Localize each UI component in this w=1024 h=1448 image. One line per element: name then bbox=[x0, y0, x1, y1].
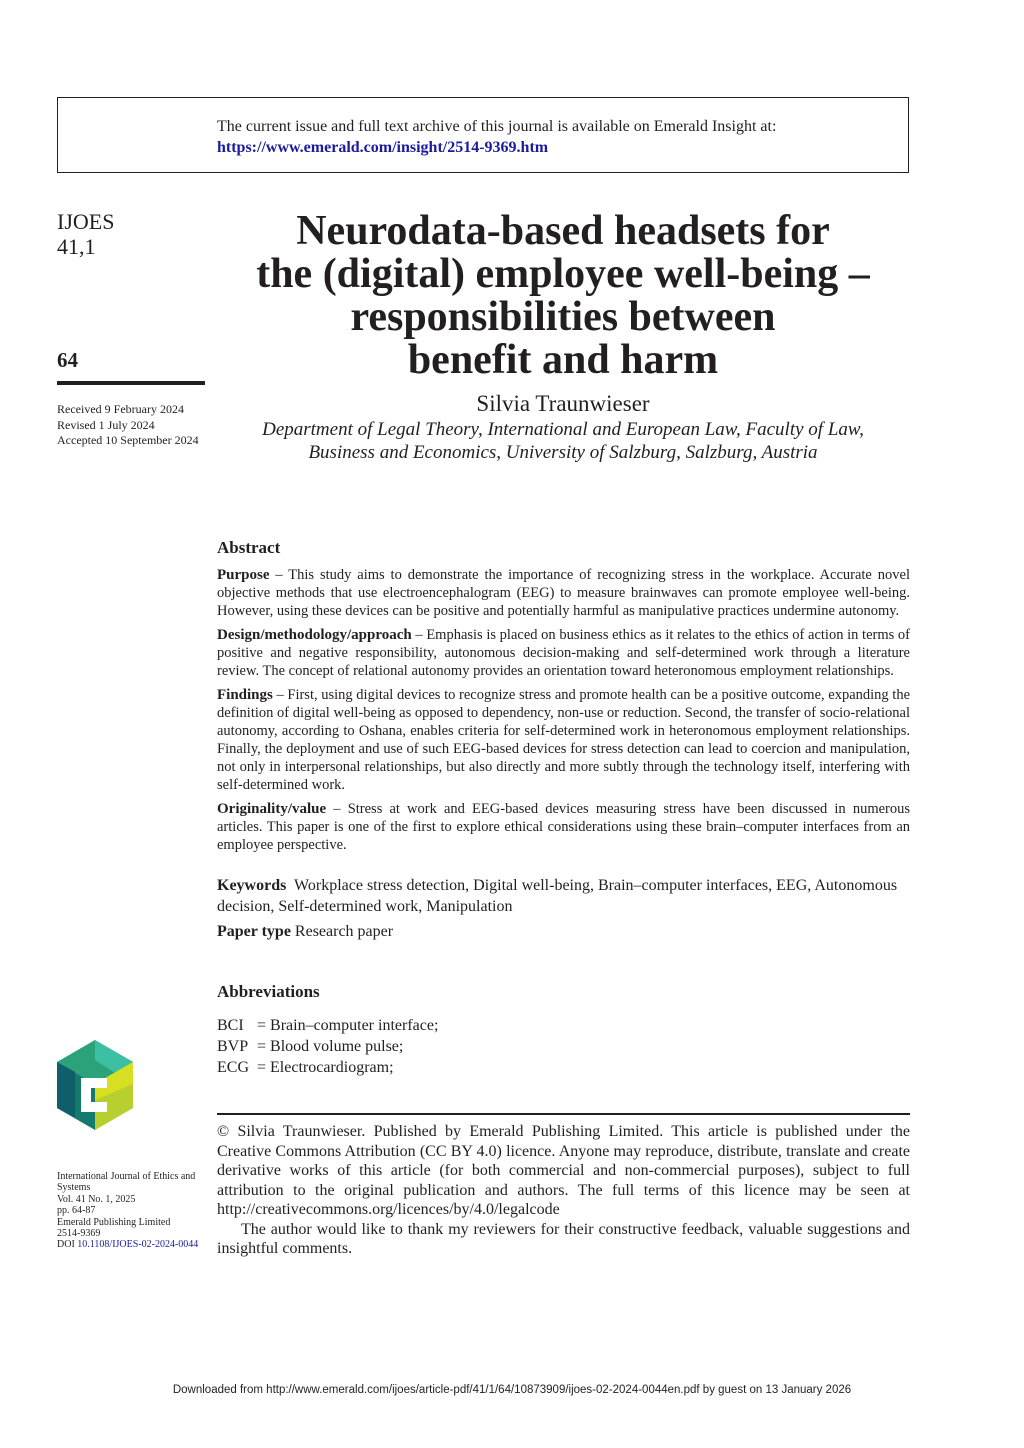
accepted-date: Accepted 10 September 2024 bbox=[57, 433, 199, 447]
title-line: responsibilities between bbox=[350, 294, 776, 340]
journal-notice-box bbox=[57, 97, 909, 173]
abbreviation-item bbox=[217, 1036, 438, 1057]
abstract-originality bbox=[217, 800, 910, 854]
paper-type bbox=[217, 923, 393, 941]
abbreviation-item bbox=[217, 1057, 438, 1078]
issn: 2514-9369 bbox=[57, 1228, 101, 1240]
abbreviation-key: BVP bbox=[217, 1038, 249, 1055]
article-title bbox=[217, 210, 909, 382]
abstract-purpose bbox=[217, 566, 910, 620]
section-text: First, using digital devices to recognize stress and promote health can be a positive outcome, expanding the definition of digital well-being as opposed to dependency, non-use or reduction. Second, the transfer of socio-relational autonomy, according to Oshana, enables criteria for self-determined work in heteronomous employment relationships. Finally, the deployment and use of such EEG-based devices for stress detection can lead to coercion and manipulation, not only in interpersonal relationships, but also directly and more subtly through the technology itself, interfering with self-determined work. bbox=[217, 687, 911, 793]
revised-date: Revised 1 July 2024 bbox=[57, 417, 155, 432]
journal-name: International Journal of Ethics and Systems bbox=[57, 1171, 196, 1194]
abbreviation-def: = Brain–computer interface; bbox=[257, 1017, 439, 1034]
section-text: Stress at work and EEG-based devices measuring stress have been discussed in numerous articles. This paper is one of the first to explore ethical considerations using these brain–computer interfaces from an employee perspective. bbox=[217, 801, 910, 853]
title-line: benefit and harm bbox=[407, 337, 719, 383]
abstract-design bbox=[217, 626, 910, 680]
abbreviation-def: = Blood volume pulse; bbox=[257, 1038, 404, 1055]
licence-block bbox=[217, 1122, 910, 1259]
section-label: Findings bbox=[217, 687, 273, 703]
abstract bbox=[217, 538, 910, 860]
author-affiliation bbox=[217, 418, 909, 464]
section-label: Design/methodology/approach bbox=[217, 627, 412, 643]
publication-info bbox=[57, 1171, 217, 1251]
volume-info: Vol. 41 No. 1, 2025 bbox=[57, 1193, 136, 1205]
affiliation-line: Business and Economics, University of Salzburg, Salzburg, Austria bbox=[308, 442, 818, 463]
page-number: 64 bbox=[57, 348, 78, 372]
section-separator: – bbox=[411, 627, 427, 643]
notice-text: The current issue and full text archive of this journal is available on Emerald Insight at: bbox=[217, 118, 777, 135]
doi-link[interactable]: 10.1108/IJOES-02-2024-0044 bbox=[77, 1239, 199, 1251]
paper-type-value: Research paper bbox=[294, 923, 394, 940]
section-text: This study aims to demonstrate the importance of recognizing stress in the workplace. Accurate novel objective methods that use electroencephalogram (EEG) to measure brainwaves can promote employee well-being. However, using these devices can be positive and potentially harmful as manipulative practices undermine autonomy. bbox=[217, 567, 910, 619]
section-label: Originality/value bbox=[217, 801, 327, 817]
doi-label: DOI bbox=[57, 1239, 75, 1251]
licence-divider bbox=[217, 1113, 910, 1115]
pages-info: pp. 64-87 bbox=[57, 1205, 96, 1217]
publisher-name: Emerald Publishing Limited bbox=[57, 1216, 171, 1228]
abbreviation-def: = Electrocardiogram; bbox=[257, 1059, 394, 1076]
received-date: Received 9 February 2024 bbox=[57, 402, 184, 416]
title-line: the (digital) employee well-being – bbox=[256, 251, 870, 297]
section-text: Emphasis is placed on business ethics as it relates to the ethics of action in terms of positive and negative responsibility, autonomous decision-making and self-determined work through a literature review. The concept of relational autonomy provides an orientation toward heteronomous employment relationships. bbox=[217, 627, 910, 679]
abbreviation-item bbox=[217, 1015, 438, 1036]
abbreviations-list bbox=[217, 1015, 438, 1078]
journal-link[interactable]: https://www.emerald.com/insight/2514-9369.htm bbox=[217, 139, 549, 156]
title-line: Neurodata-based headsets for bbox=[296, 208, 830, 254]
section-separator: – bbox=[326, 801, 348, 817]
keywords-text: Workplace stress detection, Digital well-being, Brain–computer interfaces, EEG, Autonomous decision, Self-determined work, Manipulation bbox=[217, 877, 898, 915]
journal-abbr: IJOES bbox=[57, 209, 115, 234]
keywords bbox=[217, 875, 910, 917]
abstract-heading: Abstract bbox=[217, 538, 281, 557]
emerald-logo-icon bbox=[55, 1040, 135, 1136]
section-separator: – bbox=[269, 567, 289, 583]
abbreviation-key: BCI bbox=[217, 1017, 244, 1034]
section-separator: – bbox=[272, 687, 288, 703]
abbreviation-key: ECG bbox=[217, 1059, 249, 1076]
keywords-label: Keywords bbox=[217, 877, 287, 894]
doi-line bbox=[57, 1239, 217, 1250]
download-footer: Downloaded from http://www.emerald.com/ijoes/article-pdf/41/1/64/10873909/ijoes-02-2024-0044en.pdf by guest on 13 January 2026 bbox=[172, 1384, 852, 1396]
author-name: Silvia Traunwieser bbox=[476, 391, 650, 416]
affiliation-line: Department of Legal Theory, International and European Law, Faculty of Law, bbox=[262, 419, 864, 440]
paper-type-label: Paper type bbox=[217, 923, 291, 940]
licence-text: © Silvia Traunwieser. Published by Emerald Publishing Limited. This article is published under the Creative Commons Attribution (CC BY 4.0) licence. Anyone may reproduce, distribute, translate and create derivative works of this article (for both commercial and non-commercial purposes), subject to full attribution to the original publication and authors. The full terms of this licence may be seen at http://creativecommons.org/licences/by/4.0/legalcode bbox=[217, 1123, 910, 1218]
acknowledgement-text: The author would like to thank my reviewers for their constructive feedback, valuable suggestions and insightful comments. bbox=[217, 1220, 910, 1257]
journal-code bbox=[57, 209, 114, 259]
abbreviations-heading: Abbreviations bbox=[217, 982, 320, 1001]
volume-issue: 41,1 bbox=[57, 234, 96, 259]
sidebar-divider bbox=[57, 381, 205, 385]
abstract-findings bbox=[217, 686, 910, 794]
article-dates bbox=[57, 402, 199, 449]
section-label: Purpose bbox=[217, 567, 270, 583]
